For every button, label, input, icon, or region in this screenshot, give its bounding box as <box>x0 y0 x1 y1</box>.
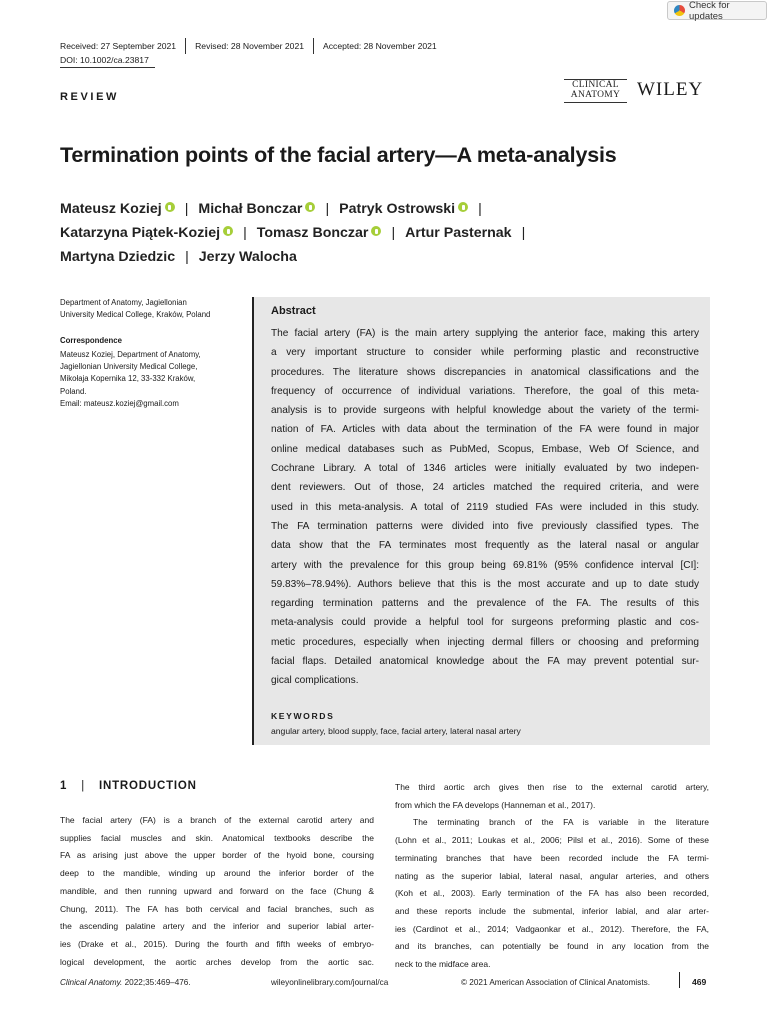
logo-line-2: ANATOMY <box>570 90 621 100</box>
abstract-line: procedures. The literature shows discrepancies in anatomical classifications and the <box>271 366 699 378</box>
body-line: supplies facial muscles and skin. Anatomical textbooks describe the <box>60 832 374 843</box>
section-separator: | <box>81 780 85 792</box>
abstract-line: meta-analysis could provide a helpful tool for surgeons preforming plastic and cos- <box>271 617 699 629</box>
author-name[interactable]: Michał Bonczar <box>198 201 303 217</box>
body-line: The facial artery (FA) is a branch of the external carotid artery and <box>60 815 374 825</box>
header-rule <box>60 67 155 68</box>
body-line: The terminating branch of the FA is variable in the literature <box>413 817 709 828</box>
body-column-right <box>395 779 709 974</box>
accepted-date: Accepted: 28 November 2021 <box>323 41 437 51</box>
author-name[interactable]: Martyna Dziedzic <box>60 249 176 265</box>
abstract-line: The facial artery (FA) is the main artery supplying the anterior face, making this artery <box>271 328 699 339</box>
footer-journal: Clinical Anatomy. <box>60 978 123 987</box>
keywords-heading: KEYWORDS <box>271 711 335 721</box>
article-dates <box>60 39 446 53</box>
author-separator: | <box>325 201 330 217</box>
correspondence-line: Mateusz Koziej, Department of Anatomy, <box>60 350 201 359</box>
body-line: and its branches, can potentially be found in any location from the <box>395 941 709 952</box>
affiliation <box>60 297 240 321</box>
orcid-icon[interactable] <box>371 226 381 236</box>
body-line: mandible, and then running upward and forward on the face (Chung & <box>60 885 374 896</box>
logo-line-1: CLINICAL <box>572 80 619 90</box>
abstract-line: artery with the prevalence for this group being 69.81% (95% confidence interval [CI]: <box>271 559 699 571</box>
body-line: The third aortic arch gives then rise to the external carotid artery, <box>395 782 709 792</box>
page-number: 469 <box>692 977 707 987</box>
body-line: from which the FA develops (Hanneman et al., 2017). <box>395 799 596 810</box>
abstract-line: dent reviewers. Out of those, 24 articles matched the required criteria, and were <box>271 482 699 494</box>
abstract-line: The FA termination patterns were divided into five previously classified types. The <box>271 520 699 532</box>
clinical-anatomy-logo <box>564 79 627 103</box>
footer-url[interactable]: wileyonlinelibrary.com/journal/ca <box>271 978 389 987</box>
author-separator: | <box>521 225 526 241</box>
orcid-icon[interactable] <box>305 202 315 212</box>
keywords: angular artery, blood supply, face, facial artery, lateral nasal artery <box>271 726 521 736</box>
author-separator: | <box>243 225 247 241</box>
correspondence-line: Poland. <box>60 386 87 396</box>
author-line <box>60 197 730 221</box>
abstract-line: online medical databases such as PubMed, Scopus, Embase, Web Of Science, and <box>271 443 699 455</box>
affiliation-line: Department of Anatomy, Jagiellonian <box>60 298 187 307</box>
body-line: Chung, 2011). The FA has both cervical and facial branches, such as <box>60 903 374 914</box>
abstract-line: regarding termination patterns and the prevalence of the FA. The results of this <box>271 598 699 610</box>
article-title: Termination points of the facial artery—A meta-analysis <box>60 143 617 167</box>
body-line: (Koh et al., 2003). Early termination of the FA has also been recorded, <box>395 888 709 899</box>
crossmark-icon <box>674 5 685 16</box>
doi[interactable]: DOI: 10.1002/ca.23817 <box>60 55 149 65</box>
footer-divider <box>679 972 680 988</box>
footer-citation <box>60 978 191 987</box>
body-line: (Lohn et al., 2011; Loukas et al., 2006; Pilsl et al., 2016). Some of these <box>395 835 709 846</box>
correspondence-heading: Correspondence <box>60 336 122 345</box>
check-for-updates-label: Check for updates <box>689 0 730 22</box>
abstract-line: gical complications. <box>271 675 359 687</box>
abstract-line: used in this meta-analysis. A total of 2119 studied FAs were included in this study. <box>271 501 699 513</box>
abstract-line: 59.83%–78.94%). Authors believe that this is the most accurate and up to date study <box>271 578 699 590</box>
abstract-line: data show that the FA terminates most frequently as the lateral nasal or angular <box>271 540 699 552</box>
body-line: the ascending palatine artery and the inferior and superior labial arter- <box>60 921 374 932</box>
author-name[interactable]: Tomasz Bonczar <box>256 225 369 241</box>
abstract-line: frequency of occurrence of individual variations. Therefore, the goal of this meta- <box>271 385 699 397</box>
section-heading <box>60 780 197 792</box>
abstract-text <box>271 324 699 691</box>
correspondence-line: Jagiellonian University Medical College, <box>60 362 198 372</box>
body-line: neck to the midface area. <box>395 959 491 970</box>
section-type: REVIEW <box>60 91 119 103</box>
author-separator: | <box>185 249 189 265</box>
orcid-icon[interactable] <box>223 226 233 236</box>
abstract-line: analysis is to provide surgeons with helpful knowledge about the variety of the termi- <box>271 405 699 417</box>
body-line: logical development, the aortic arches develop from the aortic sac. <box>60 956 374 967</box>
body-line: deep to the mandible, winding up around the inferior border of the <box>60 868 374 879</box>
body-line: and these reports include the submental, inferior labial, and alar arter- <box>395 905 709 916</box>
author-separator: | <box>391 225 396 241</box>
body-line: terminating branches that have been recorded include the FA termi- <box>395 852 709 863</box>
abstract-line: Cochrane Library. A total of 1346 articles were initially evaluated by two indepen- <box>271 463 699 475</box>
author-line <box>60 245 730 269</box>
correspondence-line: Mikołaja Kopernika 12, 33-332 Kraków, <box>60 374 196 384</box>
abstract-line: metic procedures, especially when injecting dermal fillers or choosing and preforming <box>271 636 699 648</box>
abstract-heading: Abstract <box>271 305 316 317</box>
affiliation-line: University Medical College, Kraków, Poland <box>60 310 211 320</box>
correspondence-email[interactable]: Email: mateusz.koziej@gmail.com <box>60 398 179 408</box>
revised-date: Revised: 28 November 2021 <box>195 41 305 51</box>
footer-copyright: © 2021 American Association of Clinical Anatomists. <box>461 978 650 987</box>
received-date: Received: 27 September 2021 <box>60 41 177 51</box>
wiley-logo: WILEY <box>637 79 704 100</box>
body-column-left <box>60 812 374 971</box>
author-name[interactable]: Katarzyna Piątek-Koziej <box>60 225 221 241</box>
author-separator: | <box>184 201 189 217</box>
orcid-icon[interactable] <box>165 202 175 212</box>
abstract-line: nation of FA. Articles with data about the termination of the FA were found in major <box>271 424 699 436</box>
author-list <box>60 197 730 269</box>
body-line: nating as the superior labial, lateral nasal, angular arteries, and others <box>395 870 709 881</box>
author-line <box>60 221 730 245</box>
section-title: INTRODUCTION <box>99 780 197 792</box>
author-separator: | <box>478 201 482 217</box>
body-line: ies (Cardinot et al., 2014; Vadgaonkar et al., 2012). Therefore, the FA, <box>395 923 709 934</box>
orcid-icon[interactable] <box>458 202 468 212</box>
body-line: FA as arising just above the upper border of the hyoid bone, coursing <box>60 850 374 861</box>
author-name[interactable]: Mateusz Koziej <box>60 201 162 217</box>
body-line: ies (Drake et al., 2015). During the fourth and fifth weeks of embryo- <box>60 938 374 949</box>
author-name[interactable]: Jerzy Walocha <box>198 249 297 265</box>
footer-volume: 2022;35:469–476. <box>122 978 191 987</box>
check-for-updates-button[interactable] <box>667 1 767 20</box>
correspondence-details <box>60 349 245 410</box>
abstract-line: facial flaps. Detailed anatomical knowledge about the FA may prevent potential sur- <box>271 656 699 668</box>
abstract-line: a very important structure to consider while performing plastic and reconstructive <box>271 347 699 359</box>
author-name[interactable]: Artur Pasternak <box>405 225 512 241</box>
author-name[interactable]: Patryk Ostrowski <box>339 201 456 217</box>
section-number: 1 <box>60 780 68 792</box>
